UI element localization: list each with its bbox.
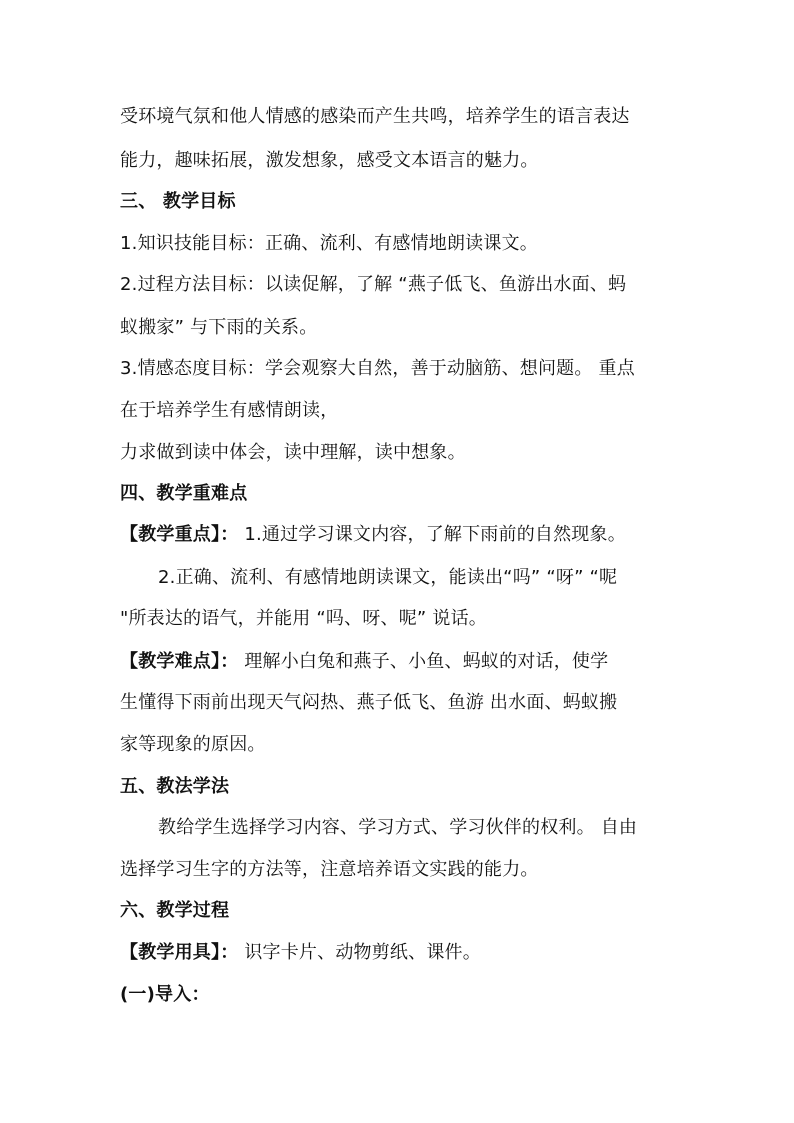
label-prefix: 【教学用具】： xyxy=(120,942,239,963)
key-point-line-2-cont: "所表达的语气，并能用 “吗、呀、呢” 说话。 xyxy=(120,608,487,629)
difficulty-line-cont: 生懂得下雨前出现天气闷热、燕子低飞、鱼游 出水面、蚂蚁搬 xyxy=(120,692,618,713)
key-point-line xyxy=(120,523,680,547)
section-heading: 四、教学重难点 xyxy=(120,483,248,504)
goal-line-1: 1.知识技能目标：正确、流利、有感情地朗读课文。 xyxy=(120,233,538,254)
label-prefix: 【教学难点】： xyxy=(120,651,239,672)
goal-line-2-cont: 蚁搬家” 与下雨的关系。 xyxy=(120,317,318,338)
subsection-heading: (一)导入： xyxy=(120,984,210,1005)
label-body: 理解小白兔和燕子、小鱼、蚂蚁的对话，使学 xyxy=(238,651,609,672)
goal-line-3-cont: 在于培养学生有感情朗读， xyxy=(120,400,339,421)
difficulty-line xyxy=(120,650,680,674)
goal-line-3: 3.情感态度目标：学会观察大自然，善于动脑筋、想问题。 重点 xyxy=(120,358,635,379)
section-heading: 六、教学过程 xyxy=(120,900,230,921)
method-line-cont: 选择学习生字的方法等，注意培养语文实践的能力。 xyxy=(120,859,539,880)
section-heading: 三、 教学目标 xyxy=(120,191,236,212)
label-prefix: 【教学重点】： xyxy=(120,524,239,545)
method-line: 教给学生选择学习内容、学习方式、学习伙伴的权利。 自由 xyxy=(158,817,638,838)
label-body: 1.通过学习课文内容，了解下雨前的自然现象。 xyxy=(238,524,626,545)
section-heading: 五、教法学法 xyxy=(120,776,230,797)
tools-line xyxy=(120,941,680,965)
label-body: 识字卡片、动物剪纸、课件。 xyxy=(238,942,481,963)
goal-line-3-cont-2: 力求做到读中体会，读中理解，读中想象。 xyxy=(120,442,466,463)
key-point-line-2: 2.正确、流利、有感情地朗读课文，能读出“吗” “呀” “呢 xyxy=(158,567,618,588)
goal-line-2: 2.过程方法目标：以读促解，了解 “燕子低飞、鱼游出水面、蚂 xyxy=(120,274,627,295)
difficulty-line-cont-2: 家等现象的原因。 xyxy=(120,734,266,755)
paragraph-line: 能力，趣味拓展，激发想象，感受文本语言的魅力。 xyxy=(120,150,539,171)
paragraph-line: 受环境气氛和他人情感的感染而产生共鸣，培养学生的语言表达 xyxy=(120,106,630,127)
